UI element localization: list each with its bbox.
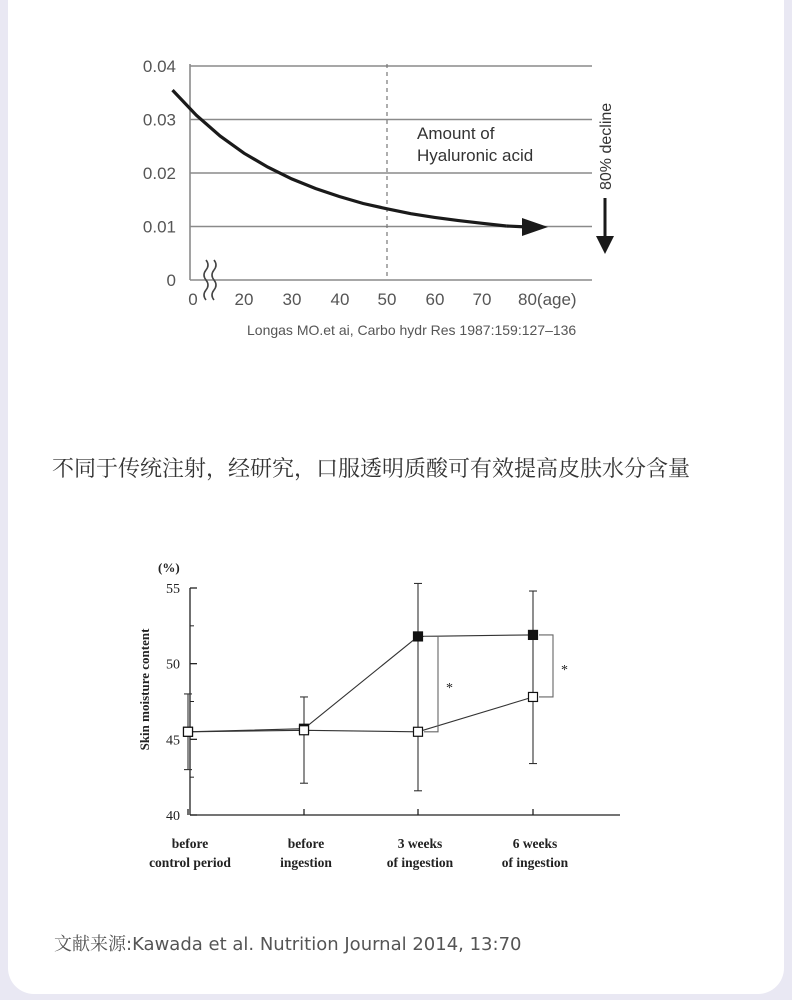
curve-arrowhead: [522, 218, 548, 236]
x-tick-label: 50: [377, 290, 397, 309]
x-category-label: 6 weeks: [512, 836, 558, 851]
y-tick-label: 0.03: [142, 110, 176, 130]
x-tick-label: 30: [282, 290, 302, 309]
hyaluronic-acid-chart: [0, 0, 792, 400]
significance-marker: *: [446, 681, 453, 697]
chart-citation: Longas MO.et ai, Carbo hydr Res 1987:159:127–136: [247, 322, 577, 338]
x-category-label: before: [287, 836, 325, 851]
x-category-label: 3 weeks: [397, 836, 443, 851]
x-tick-label: 40: [330, 290, 350, 309]
annotation-line-1: Amount of: [417, 124, 495, 143]
y-tick-label: 0: [166, 271, 176, 290]
x-tick-label: 70: [472, 290, 492, 309]
caption-text: 不同于传统注射，经研究，口服透明质酸可有效提高皮肤水分含量: [52, 457, 691, 482]
source-citation: 文献来源:Kawada et al. Nutrition Journal 2014, 13:70: [54, 934, 522, 955]
x-tick-label: 0: [188, 290, 198, 309]
x-category-label: control period: [149, 855, 231, 870]
significance-marker: *: [561, 662, 568, 678]
x-tick-label: 80(age): [518, 290, 577, 309]
y-tick-label: 0.01: [142, 217, 176, 237]
x-tick-label: 20: [234, 290, 254, 309]
x-category-label: ingestion: [280, 855, 332, 870]
decline-label: 80% decline: [598, 102, 615, 190]
x-category-label: of ingestion: [386, 855, 454, 870]
y-unit-label: (%): [158, 560, 180, 575]
decline-arrowhead: [596, 236, 614, 254]
y-tick-label: 55: [166, 582, 180, 597]
y-tick-label: 40: [166, 809, 180, 824]
x-tick-label: 60: [425, 290, 445, 309]
y-tick-label: 0.02: [142, 164, 176, 183]
y-axis-label: Skin moisture content: [137, 628, 152, 751]
x-category-label: of ingestion: [501, 855, 569, 870]
x-category-label: before: [171, 836, 209, 851]
y-tick-label: 50: [166, 657, 180, 673]
annotation-line-2: Hyaluronic acid: [417, 146, 534, 165]
y-tick-label: 45: [166, 733, 180, 749]
y-tick-label: 0.04: [142, 57, 176, 76]
